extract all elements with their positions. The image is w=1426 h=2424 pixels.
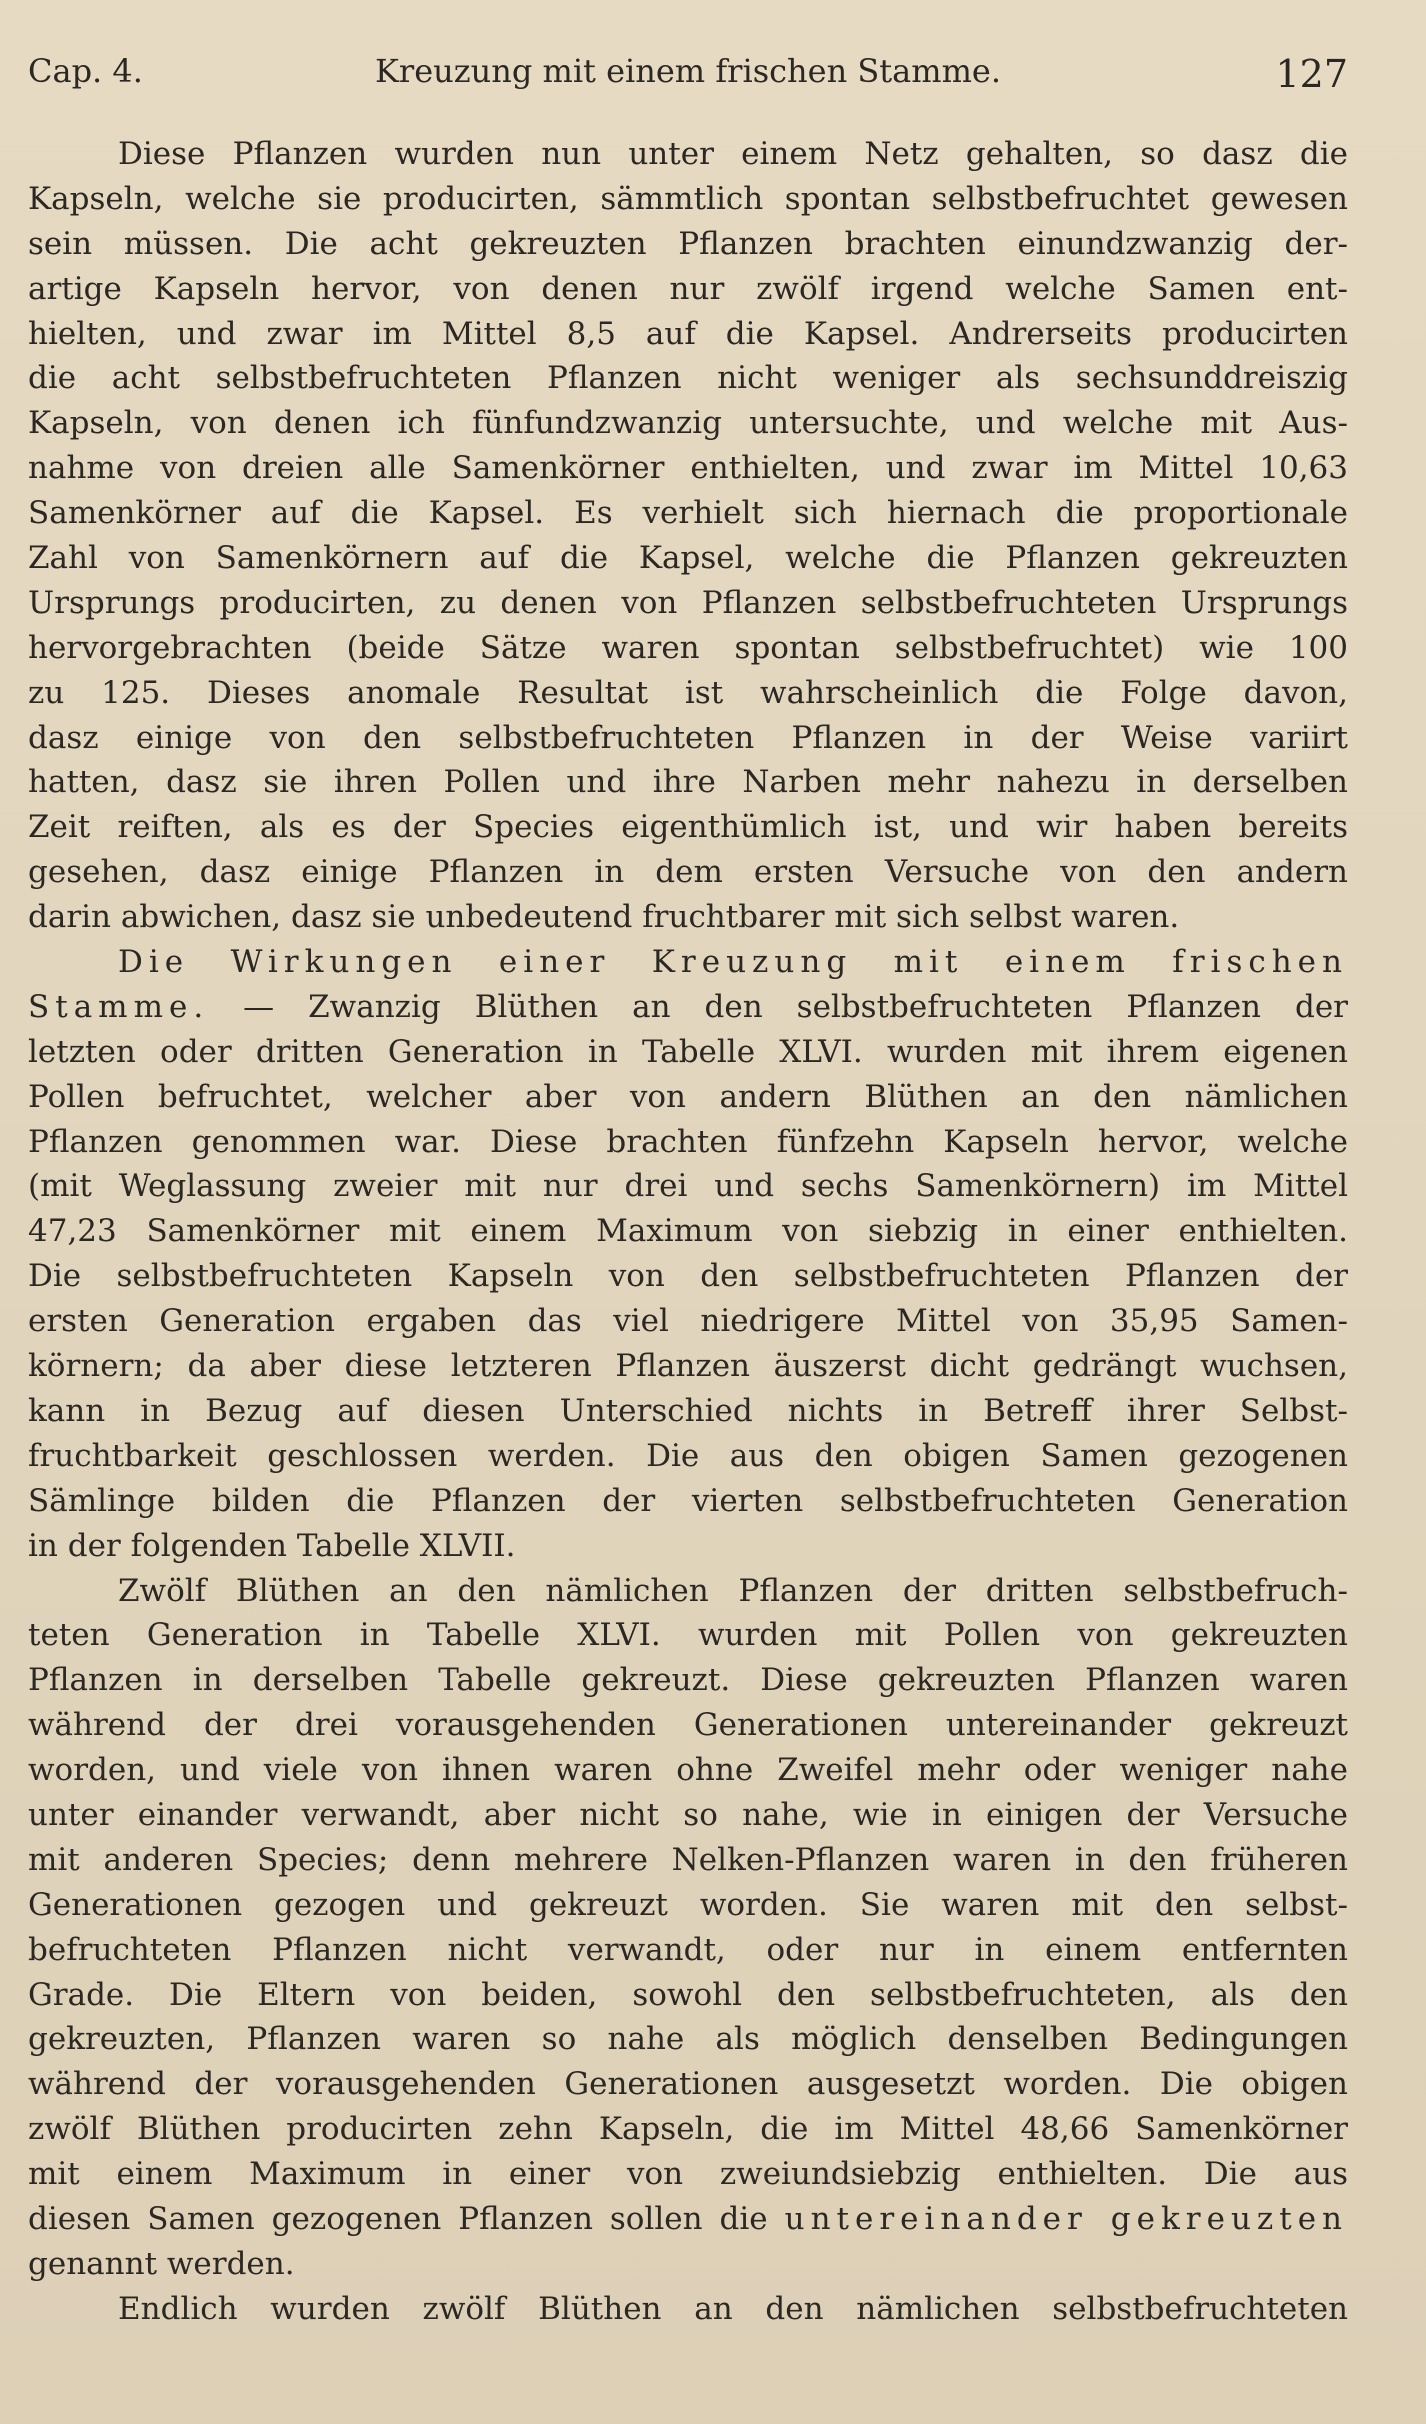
- line-text: Pflanzen in derselben Tabelle gekreuzt. Diese gekreuzten Pflanzen waren: [28, 1662, 1348, 1699]
- text-line: [28, 132, 1348, 177]
- line-text: Zeit reiften, als es der Species eigenthümlich ist, und wir haben bereits: [28, 809, 1348, 846]
- line-text: Ursprungs producirten, zu denen von Pflanzen selbstbefruchteten Ursprungs: [28, 584, 1348, 621]
- text-line: [28, 2287, 1348, 2332]
- text-line: [28, 581, 1348, 626]
- text-line: [28, 2152, 1348, 2197]
- line-text: letzten oder dritten Generation in Tabelle XLVI. wurden mit ihrem eigenen: [28, 1033, 1348, 1070]
- line-text: fruchtbarkeit geschlossen werden. Die aus den obigen Samen gezogenen: [28, 1437, 1348, 1474]
- line-text: Diese Pflanzen wurden nun unter einem Netz gehalten, so dasz die: [118, 136, 1348, 172]
- text-line: [28, 1973, 1348, 2018]
- line-text: Grade. Die Eltern von beiden, sowohl den selbstbefruchteten, als den: [28, 1976, 1348, 2013]
- text-line: [28, 1164, 1348, 1209]
- line-text: genannt werden.: [28, 2245, 295, 2282]
- line-text: Pflanzen genommen war. Diese brachten fünfzehn Kapseln hervor, welche: [28, 1123, 1348, 1160]
- line-text: hervorgebrachten (beide Sätze waren spontan selbstbefruchtet) wie 100: [28, 629, 1348, 666]
- line-text: während der vorausgehenden Generationen ausgesetzt worden. Die obigen: [28, 2066, 1348, 2103]
- text-line: [28, 805, 1348, 850]
- emphasis-spaced: Stamme.: [28, 988, 210, 1025]
- text-line: [28, 491, 1348, 536]
- text-line: [28, 1613, 1348, 1658]
- text-line: [28, 267, 1348, 312]
- text-line: [28, 1120, 1348, 1165]
- line-text: befruchteten Pflanzen nicht verwandt, oder nur in einem entfernten: [28, 1931, 1348, 1968]
- text-line: [28, 1075, 1348, 1120]
- line-text: 47,23 Samenkörner mit einem Maximum von siebzig in einer enthielten.: [28, 1213, 1348, 1250]
- chapter-label: Cap. 4.: [28, 52, 143, 90]
- line-text: Generationen gezogen und gekreuzt worden. Sie waren mit den selbst-: [28, 1886, 1348, 1923]
- line-text: sein müssen. Die acht gekreuzten Pflanzen brachten einundzwanzig der-: [28, 225, 1348, 262]
- line-text: darin abwichen, dasz sie unbedeutend fruchtbarer mit sich selbst waren.: [28, 899, 1180, 936]
- line-text: während der drei vorausgehenden Generationen untereinander gekreuzt: [28, 1707, 1348, 1744]
- line-text: Zwölf Blüthen an den nämlichen Pflanzen der dritten selbstbefruch-: [118, 1572, 1348, 1609]
- text-line: [28, 1928, 1348, 1973]
- text-line: [28, 1389, 1348, 1434]
- text-line: [28, 1479, 1348, 1524]
- line-text: — Zwanzig Blüthen an den selbstbefruchteten Pflanzen der: [209, 988, 1348, 1025]
- text-line: [28, 1883, 1348, 1928]
- text-line: [28, 985, 1348, 1030]
- line-text: nahme von dreien alle Samenkörner enthielten, und zwar im Mittel 10,63: [28, 450, 1348, 487]
- text-line: [28, 1569, 1348, 1614]
- text-line: [28, 222, 1348, 267]
- line-text: hatten, dasz sie ihren Pollen und ihre Narben mehr nahezu in derselben: [28, 764, 1348, 801]
- text-line: [28, 760, 1348, 805]
- line-text: gesehen, dasz einige Pflanzen in dem ersten Versuche von den andern: [28, 854, 1348, 891]
- line-text: Samenkörner auf die Kapsel. Es verhielt sich hiernach die proportionale: [28, 495, 1348, 532]
- text-line: [28, 446, 1348, 491]
- line-text: unter einander verwandt, aber nicht so nahe, wie in einigen der Versuche: [28, 1796, 1348, 1833]
- text-line: [28, 2017, 1348, 2062]
- text-line: [28, 1434, 1348, 1479]
- text-line: [28, 2242, 1348, 2287]
- text-line: [28, 2062, 1348, 2107]
- text-line: [28, 1299, 1348, 1344]
- line-text: Pollen befruchtet, welcher aber von andern Blüthen an den nämlichen: [28, 1078, 1348, 1115]
- text-line: [28, 716, 1348, 761]
- text-line: [28, 1524, 1348, 1569]
- text-line: [28, 850, 1348, 895]
- line-text: in der folgenden Tabelle XLVII.: [28, 1527, 516, 1564]
- line-text: körnern; da aber diese letzteren Pflanzen äuszerst dicht gedrängt wuchsen,: [28, 1348, 1348, 1385]
- text-line: [28, 356, 1348, 401]
- line-text: artige Kapseln hervor, von denen nur zwölf irgend welche Samen ent-: [28, 270, 1348, 307]
- text-line: [28, 671, 1348, 716]
- line-text: worden, und viele von ihnen waren ohne Zweifel mehr oder weniger nahe: [28, 1752, 1348, 1789]
- text-line: [28, 1254, 1348, 1299]
- page-number: 127: [1275, 52, 1348, 96]
- line-text: (mit Weglassung zweier mit nur drei und sechs Samenkörnern) im Mittel: [28, 1168, 1348, 1205]
- line-text: mit anderen Species; denn mehrere Nelken-Pflanzen waren in den früheren: [28, 1841, 1348, 1878]
- text-line: [28, 1838, 1348, 1883]
- line-text: dasz einige von den selbstbefruchteten Pflanzen in der Weise variirt: [28, 719, 1348, 756]
- text-line: [28, 1658, 1348, 1703]
- line-text: hielten, und zwar im Mittel 8,5 auf die Kapsel. Andrerseits producirten: [28, 315, 1348, 352]
- text-line: [28, 1793, 1348, 1838]
- text-line: [28, 1703, 1348, 1748]
- running-title: Kreuzung mit einem frischen Stamme.: [374, 52, 1002, 90]
- line-text: zwölf Blüthen producirten zehn Kapseln, die im Mittel 48,66 Samenkörner: [28, 2111, 1348, 2148]
- line-text: teten Generation in Tabelle XLVI. wurden mit Pollen von gekreuzten: [28, 1617, 1348, 1654]
- body-text: [28, 132, 1348, 2332]
- text-line: [28, 2107, 1348, 2152]
- line-text: Kapseln, welche sie producirten, sämmtlich spontan selbstbefruchtet gewesen: [28, 180, 1348, 217]
- line-text: Die selbstbefruchteten Kapseln von den selbstbefruchteten Pflanzen der: [28, 1258, 1348, 1295]
- line-text: Kapseln, von denen ich fünfundzwanzig untersuchte, und welche mit Aus-: [28, 405, 1348, 442]
- text-line: [28, 401, 1348, 446]
- line-text: diesen Samen gezogenen Pflanzen sollen die: [28, 2200, 785, 2237]
- text-line: [28, 1748, 1348, 1793]
- line-text: kann in Bezug auf diesen Unterschied nichts in Betreff ihrer Selbst-: [28, 1392, 1348, 1429]
- line-text: gekreuzten, Pflanzen waren so nahe als möglich denselben Bedingungen: [28, 2021, 1348, 2058]
- text-line: [28, 312, 1348, 357]
- text-line: [28, 626, 1348, 671]
- line-text: Die Wirkungen einer Kreuzung mit einem frischen: [118, 944, 1348, 981]
- emphasis-spaced: untereinander gekreuzten: [784, 2200, 1349, 2237]
- line-text: Sämlinge bilden die Pflanzen der vierten selbstbefruchteten Generation: [28, 1482, 1348, 1519]
- text-line: [28, 536, 1348, 581]
- line-text: mit einem Maximum in einer von zweiundsiebzig enthielten. Die aus: [28, 2156, 1348, 2193]
- line-text: ersten Generation ergaben das viel niedrigere Mittel von 35,95 Samen-: [28, 1303, 1348, 1340]
- text-line: [28, 1030, 1348, 1075]
- text-line: [28, 1344, 1348, 1389]
- text-line: [28, 1209, 1348, 1254]
- line-text: Endlich wurden zwölf Blüthen an den nämlichen selbstbefruchteten: [118, 2290, 1348, 2327]
- text-line: [28, 895, 1348, 940]
- line-text: zu 125. Dieses anomale Resultat ist wahrscheinlich die Folge davon,: [28, 674, 1348, 711]
- text-line: [28, 177, 1348, 222]
- text-line: [28, 940, 1348, 985]
- line-text: Zahl von Samenkörnern auf die Kapsel, welche die Pflanzen gekreuzten: [28, 540, 1348, 577]
- running-header: [28, 52, 1348, 102]
- line-text: die acht selbstbefruchteten Pflanzen nicht weniger als sechsunddreiszig: [28, 360, 1348, 397]
- text-line: [28, 2197, 1348, 2242]
